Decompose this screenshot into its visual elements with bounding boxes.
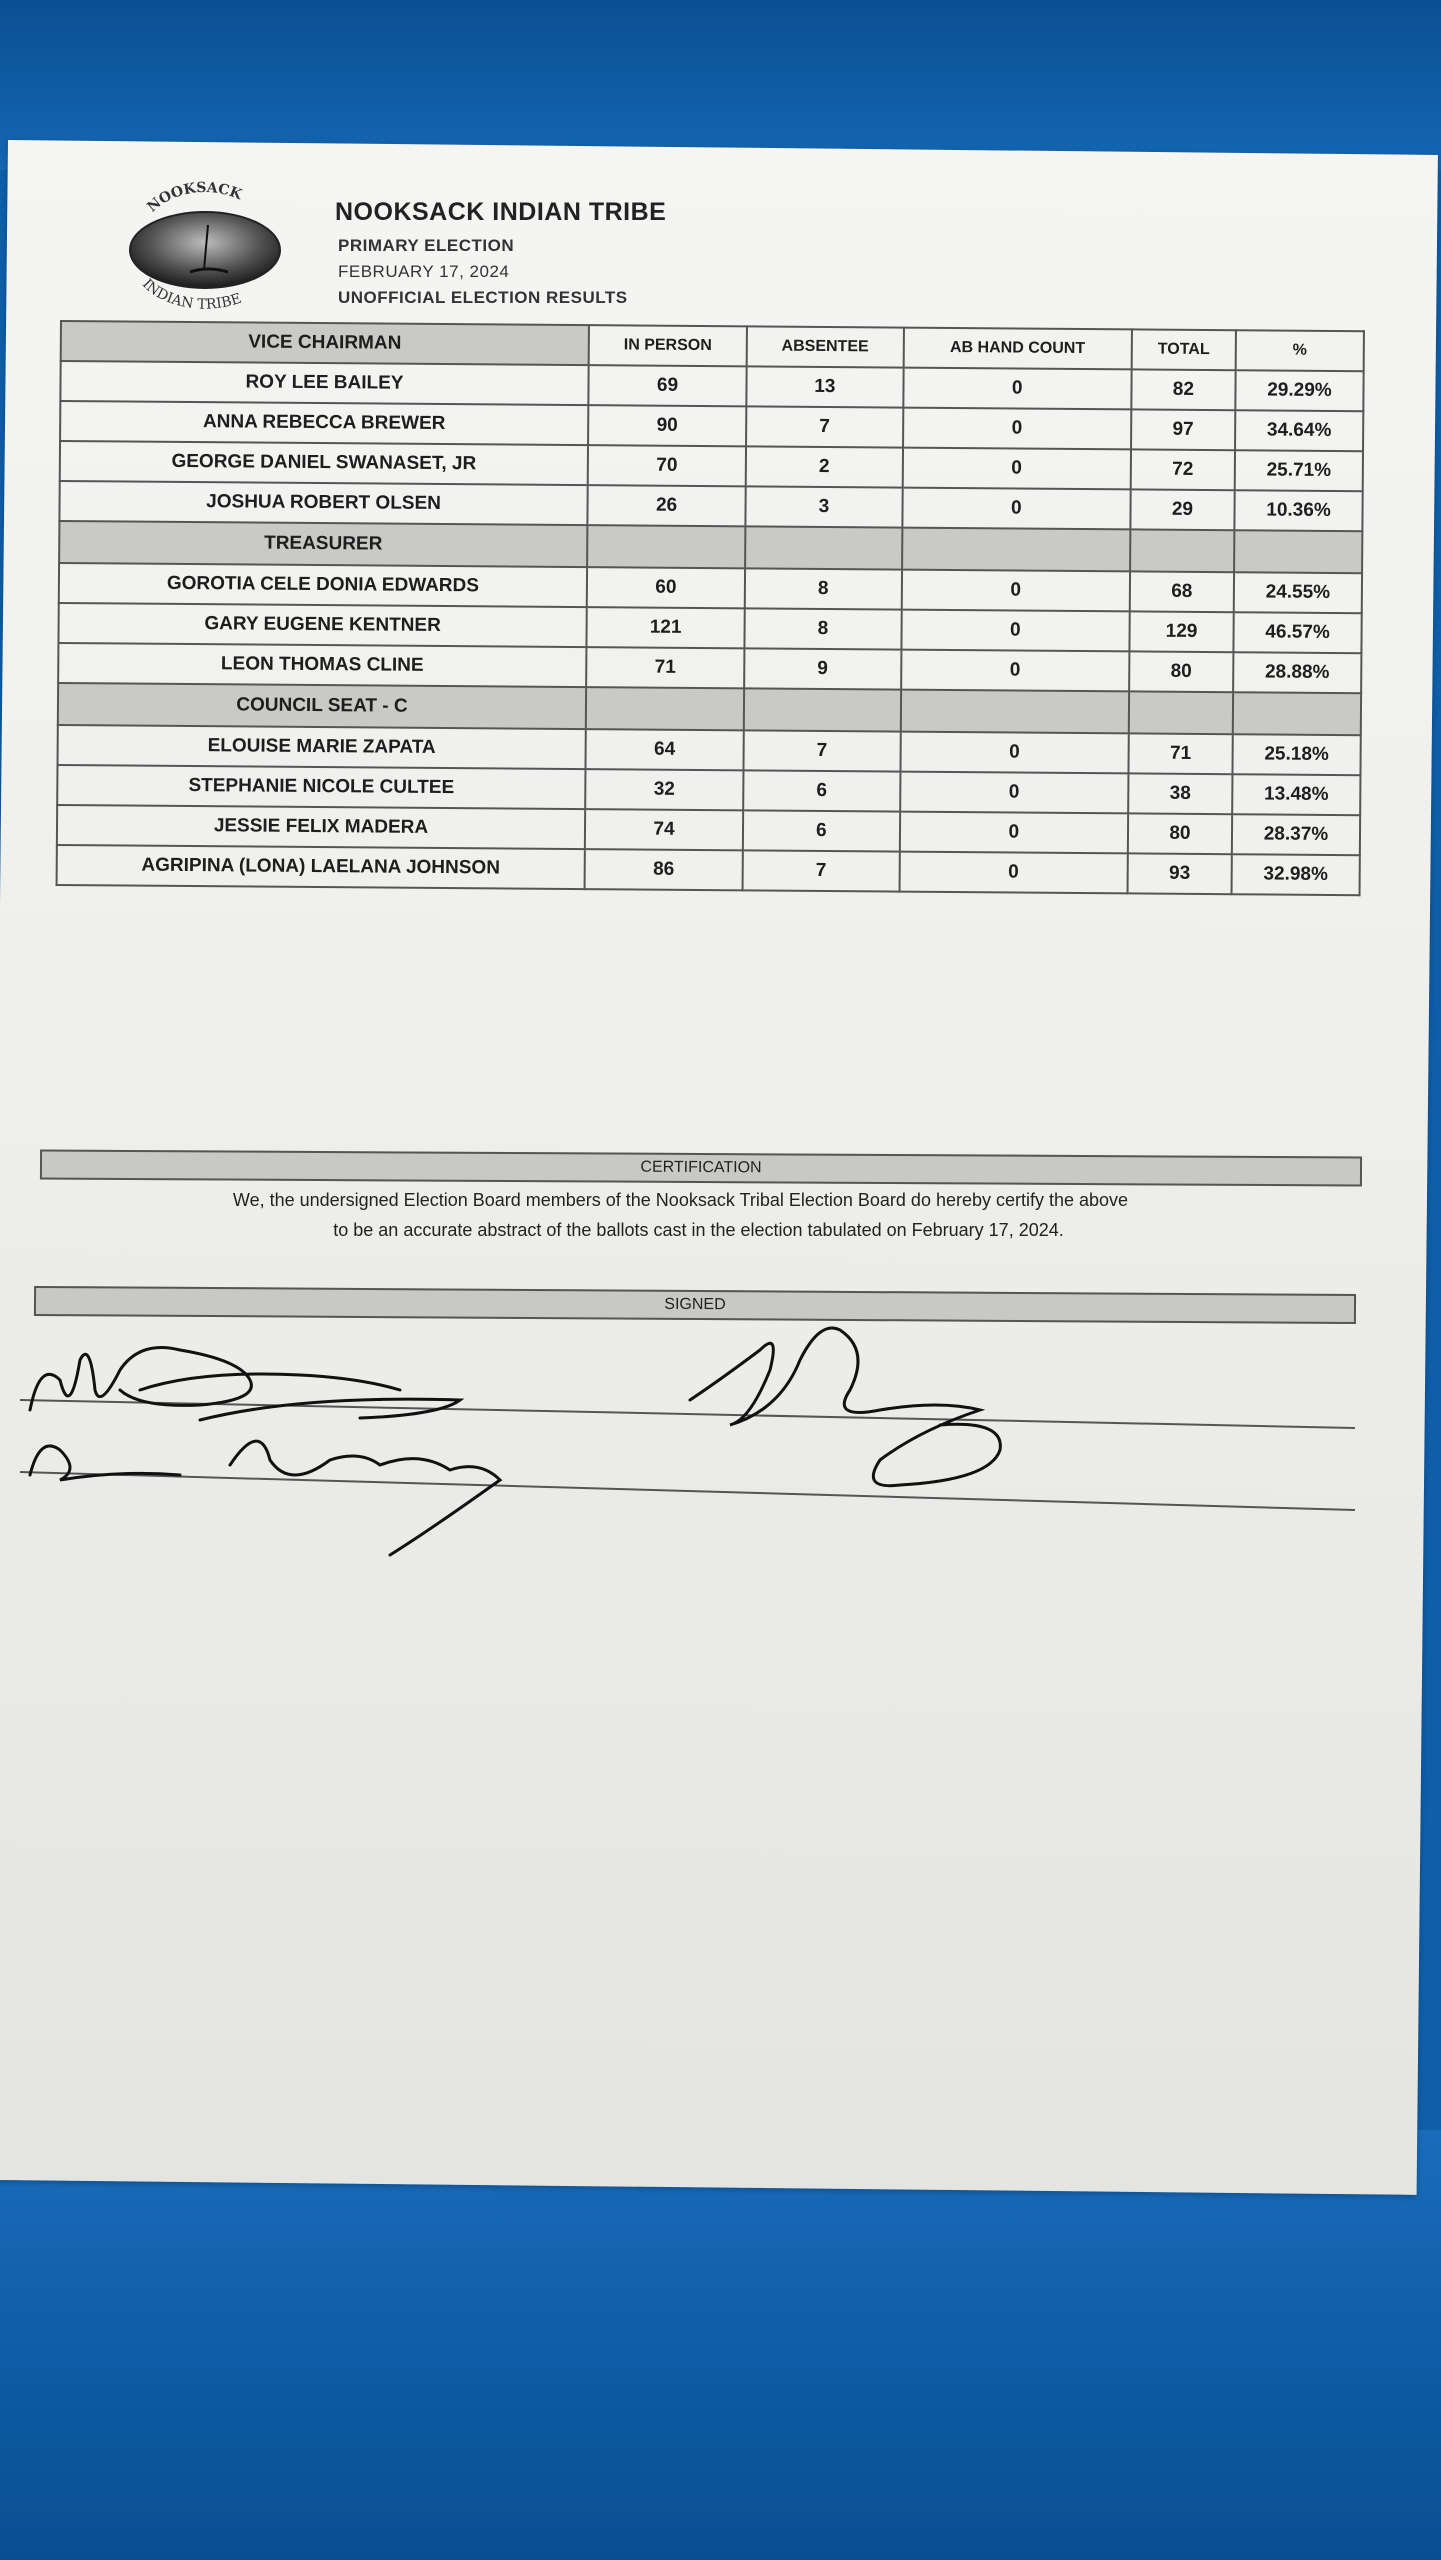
in-person-count: 70: [588, 445, 746, 486]
candidate-name: GEORGE DANIEL SWANASET, JR: [60, 441, 588, 485]
absentee-count: 8: [745, 568, 902, 609]
hand-count: 0: [899, 852, 1128, 894]
total-count: 82: [1131, 369, 1235, 410]
race-title: COUNCIL SEAT - C: [58, 683, 586, 729]
absentee-count: 2: [746, 446, 903, 487]
candidate-name: ROY LEE BAILEY: [60, 361, 588, 405]
absentee-count: 7: [746, 406, 903, 447]
hand-count: 0: [902, 488, 1131, 530]
col-percent: %: [1236, 330, 1364, 371]
candidate-name: STEPHANIE NICOLE CULTEE: [57, 765, 585, 809]
absentee-count: 7: [743, 850, 900, 891]
in-person-count: 64: [585, 729, 743, 770]
in-person-count: 32: [585, 769, 743, 810]
hand-count: 0: [901, 570, 1130, 612]
percent-value: 24.55%: [1234, 572, 1362, 613]
absentee-count: 6: [743, 810, 900, 851]
percent-value: 25.71%: [1235, 450, 1363, 491]
results-table: [56, 320, 1365, 896]
in-person-count: 26: [587, 485, 745, 526]
hand-count: 0: [903, 408, 1132, 450]
total-count: 29: [1130, 489, 1234, 530]
percent-value: 29.29%: [1235, 370, 1363, 411]
col-absentee: ABSENTEE: [747, 326, 904, 367]
in-person-count: 86: [585, 849, 743, 890]
hand-count: 0: [900, 812, 1129, 854]
percent-value: 13.48%: [1232, 774, 1360, 815]
col-in-person: IN PERSON: [589, 325, 747, 366]
percent-value: 28.37%: [1232, 814, 1360, 855]
election-name: PRIMARY ELECTION: [338, 236, 515, 255]
candidate-name: LEON THOMAS CLINE: [58, 643, 586, 687]
absentee-count: 6: [743, 770, 900, 811]
total-count: 71: [1128, 733, 1232, 774]
candidate-name: ELOUISE MARIE ZAPATA: [58, 725, 586, 769]
total-count: 129: [1129, 611, 1233, 652]
col-total: TOTAL: [1132, 329, 1236, 370]
candidate-name: GOROTIA CELE DONIA EDWARDS: [59, 563, 587, 607]
tribe-logo-icon: [120, 180, 290, 310]
in-person-count: 90: [588, 405, 746, 446]
total-count: 80: [1128, 813, 1232, 854]
absentee-count: 7: [743, 730, 900, 771]
race-title: TREASURER: [59, 521, 587, 567]
signatures-icon: [0, 1300, 1441, 1600]
org-title: NOOKSACK INDIAN TRIBE: [335, 198, 667, 226]
document-header: [120, 180, 720, 340]
percent-value: 28.88%: [1233, 652, 1361, 693]
hand-count: 0: [902, 448, 1131, 490]
candidate-name: GARY EUGENE KENTNER: [58, 603, 586, 647]
in-person-count: 60: [587, 567, 745, 608]
total-count: 80: [1129, 651, 1233, 692]
in-person-count: 121: [586, 607, 744, 648]
hand-count: 0: [900, 772, 1129, 814]
total-count: 38: [1128, 773, 1232, 814]
hand-count: 0: [901, 610, 1130, 652]
candidate-name: JESSIE FELIX MADERA: [57, 805, 585, 849]
total-count: 97: [1131, 409, 1235, 450]
candidate-name: JOSHUA ROBERT OLSEN: [59, 481, 587, 525]
hand-count: 0: [903, 368, 1132, 410]
results-type: UNOFFICIAL ELECTION RESULTS: [338, 288, 628, 307]
absentee-count: 3: [745, 486, 902, 527]
hand-count: 0: [900, 732, 1129, 774]
absentee-count: 13: [746, 366, 903, 407]
total-count: 93: [1127, 853, 1231, 894]
percent-value: 32.98%: [1232, 854, 1360, 895]
total-count: 68: [1130, 571, 1234, 612]
certification-header: CERTIFICATION: [40, 1150, 1362, 1187]
candidate-name: ANNA REBECCA BREWER: [60, 401, 588, 445]
total-count: 72: [1131, 449, 1235, 490]
signed-header: SIGNED: [34, 1286, 1356, 1324]
blue-folder-background-bottom: [0, 2130, 1441, 2560]
absentee-count: 9: [744, 648, 901, 689]
svg-text:NOOKSACK: NOOKSACK: [144, 180, 245, 216]
percent-value: 34.64%: [1235, 410, 1363, 451]
percent-value: 46.57%: [1233, 612, 1361, 653]
certification-line-2: to be an accurate abstract of the ballots cast in the election tabulated on February 17, 2024.: [333, 1220, 1064, 1240]
certification-line-1: We, the undersigned Election Board members of the Nooksack Tribal Election Board do hereby certify the above: [232, 1190, 1129, 1210]
in-person-count: 69: [588, 365, 746, 406]
in-person-count: 71: [586, 647, 744, 688]
election-date: FEBRUARY 17, 2024: [338, 262, 510, 281]
race-title: VICE CHAIRMAN: [61, 321, 589, 365]
svg-text:INDIAN TRIBE: INDIAN TRIBE: [139, 276, 244, 310]
hand-count: 0: [901, 650, 1130, 692]
percent-value: 10.36%: [1234, 490, 1362, 531]
col-ab-hand-count: AB HAND COUNT: [903, 328, 1132, 370]
candidate-name: AGRIPINA (LONA) LAELANA JOHNSON: [57, 845, 585, 889]
absentee-count: 8: [744, 608, 901, 649]
percent-value: 25.18%: [1232, 734, 1360, 775]
in-person-count: 74: [585, 809, 743, 850]
